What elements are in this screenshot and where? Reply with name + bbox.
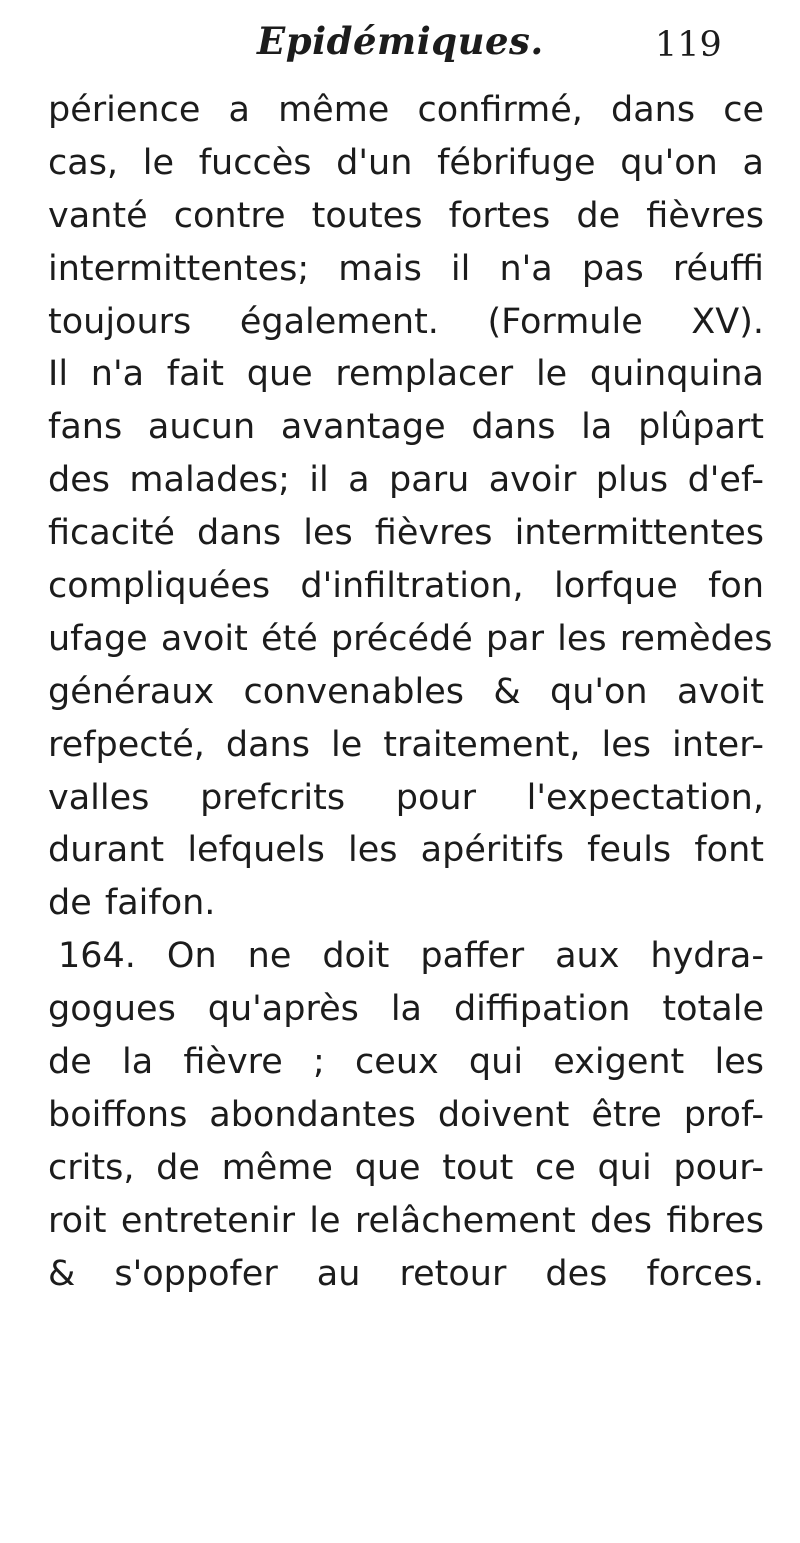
text-line: refpecté, dans le traitement, les inter- <box>48 724 764 765</box>
text-line: compliquées d'infiltration, lorfque fon <box>48 566 764 607</box>
running-title: Epidémiques. <box>257 19 544 63</box>
text-line: des malades; il a paru avoir plus d'ef- <box>48 460 764 501</box>
text-line: vanté contre toutes fortes de fièvres <box>48 195 764 236</box>
text-line: ficacité dans les fièvres intermittentes <box>48 513 764 554</box>
text-line: de faifon. <box>48 883 216 924</box>
text-line: fans aucun avantage dans la plûpart <box>48 407 764 448</box>
paragraph-start-line: 164. On ne doit paffer aux hydra- <box>58 936 764 977</box>
text-line: crits, de même que tout ce qui pour- <box>48 1147 764 1188</box>
text-line: toujours également. (Formule XV). <box>48 301 764 342</box>
text-line: roit entretenir le relâchement des fibres <box>48 1200 764 1241</box>
text-line: valles prefcrits pour l'expectation, <box>48 777 764 818</box>
text-line: de la fièvre ; ceux qui exigent les <box>48 1042 764 1083</box>
text-line: ufage avoit été précédé par les remèdes <box>48 618 773 659</box>
text-line: cas, le fuccès d'un fébrifuge qu'on a <box>48 142 764 183</box>
text-line: périence a même confirmé, dans ce <box>48 90 764 130</box>
text-line: & s'oppofer au retour des forces. <box>48 1253 764 1294</box>
page-number: 119 <box>655 25 722 65</box>
text-line: Il n'a fait que remplacer le quinquina <box>48 354 764 395</box>
text-line: boiffons abondantes doivent être prof- <box>48 1094 764 1135</box>
text-line: durant lefquels les apéritifs feuls font <box>48 830 764 871</box>
text-line: intermittentes; mais il n'a pas réuffi <box>48 248 764 289</box>
running-head <box>0 6 800 76</box>
text-line: généraux convenables & qu'on avoit <box>48 671 764 712</box>
text-line: gogues qu'après la diffipation totale <box>48 989 764 1030</box>
body-text <box>48 84 788 1300</box>
